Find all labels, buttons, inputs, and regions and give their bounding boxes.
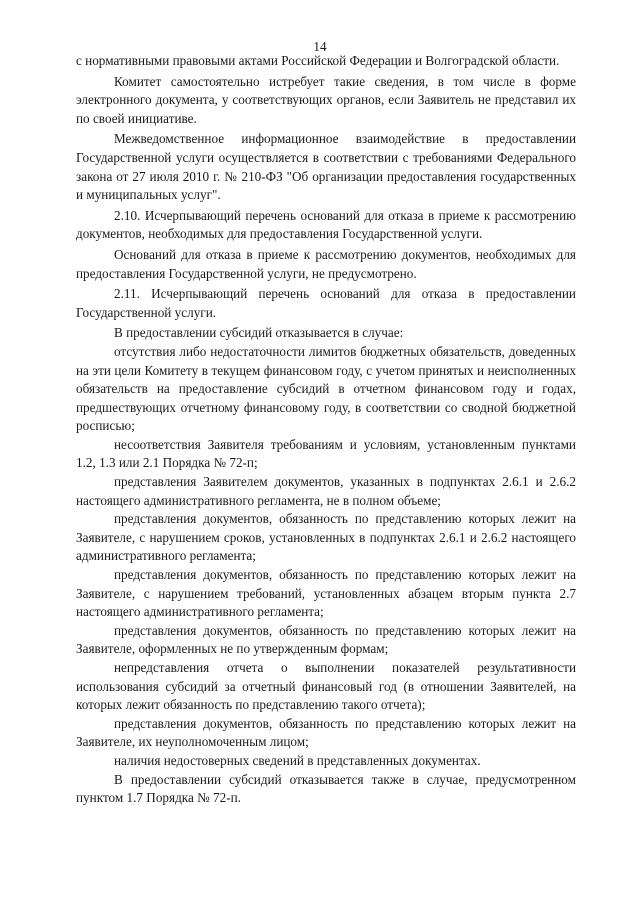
paragraph: с нормативными правовыми актами Российской Федерации и Волгоградской области.: [76, 53, 560, 68]
page-number: 14: [313, 39, 327, 54]
paragraph: представления документов, обязанность по представлению которых лежит на Заявителе, оформленных не по утвержденным формам;: [76, 622, 576, 657]
paragraph: представления документов, обязанность по представлению которых лежит на Заявителе, их неуполномоченным лицом;: [76, 715, 576, 750]
paragraph: В предоставлении субсидий отказывается также в случае, предусмотренном пунктом 1.7 Порядка № 72-п.: [76, 771, 576, 806]
paragraph: Межведомственное информационное взаимодействие в предоставлении Государственной услуги осуществляется в соответствии с требованиями Федерального закона от 27 июля 2010 г. № 210-ФЗ "Об организации предоставления государственных и муниципальных услуг".: [76, 131, 576, 203]
paragraph: наличия недостоверных сведений в представленных документах.: [114, 752, 481, 768]
paragraph: 2.11. Исчерпывающий перечень оснований для отказа в предоставлении Государственной услуги.: [76, 286, 576, 320]
paragraph: несоответствия Заявителя требованиям и условиям, установленным пунктами 1.2, 1.3 или 2.1 Порядка № 72-п;: [76, 436, 576, 471]
paragraph: непредставления отчета о выполнении показателей результативности использования субсидий за отчетный финансовый год (в отношении Заявителей, на которых лежит обязанность по представлению такого отчета);: [76, 660, 576, 713]
paragraph: представления документов, обязанность по представлению которых лежит на Заявителе, с нарушением требований, установленных абзацем вторым пункта 2.7 настоящего административного регламента;: [76, 567, 576, 620]
paragraph: 2.10. Исчерпывающий перечень оснований для отказа в приеме к рассмотрению документов, необходимых для предоставления Государственной услуги.: [76, 207, 576, 242]
paragraph: Комитет самостоятельно истребует такие сведения, в том числе в форме электронного документа, у соответствующих органов, если Заявитель не представил их по своей инициативе.: [76, 73, 576, 126]
paragraph: отсутствия либо недостаточности лимитов бюджетных обязательств, доведенных на эти цели Комитету в текущем финансовом году, с учетом принятых и неисполненных обязательств на предоставление субсидий в отчетном финансовом году и годах, предшествующих отчетному финансовому году, в соответствии со сводной бюджетной росписью;: [76, 343, 576, 434]
document-body: [76, 52, 576, 808]
paragraph: В предоставлении субсидий отказывается в случае:: [114, 325, 404, 341]
paragraph: представления документов, обязанность по представлению которых лежит на Заявителе, с нарушением сроков, установленных в подпунктах 2.6.1 и 2.6.2 настоящего административного регламента;: [76, 511, 576, 564]
paragraph: представления Заявителем документов, указанных в подпунктах 2.6.1 и 2.6.2 настоящего административного регламента, не в полном объеме;: [76, 474, 576, 508]
paragraph: Оснований для отказа в приеме к рассмотрению документов, необходимых для предоставления Государственной услуги, не предусмотрено.: [76, 246, 576, 281]
